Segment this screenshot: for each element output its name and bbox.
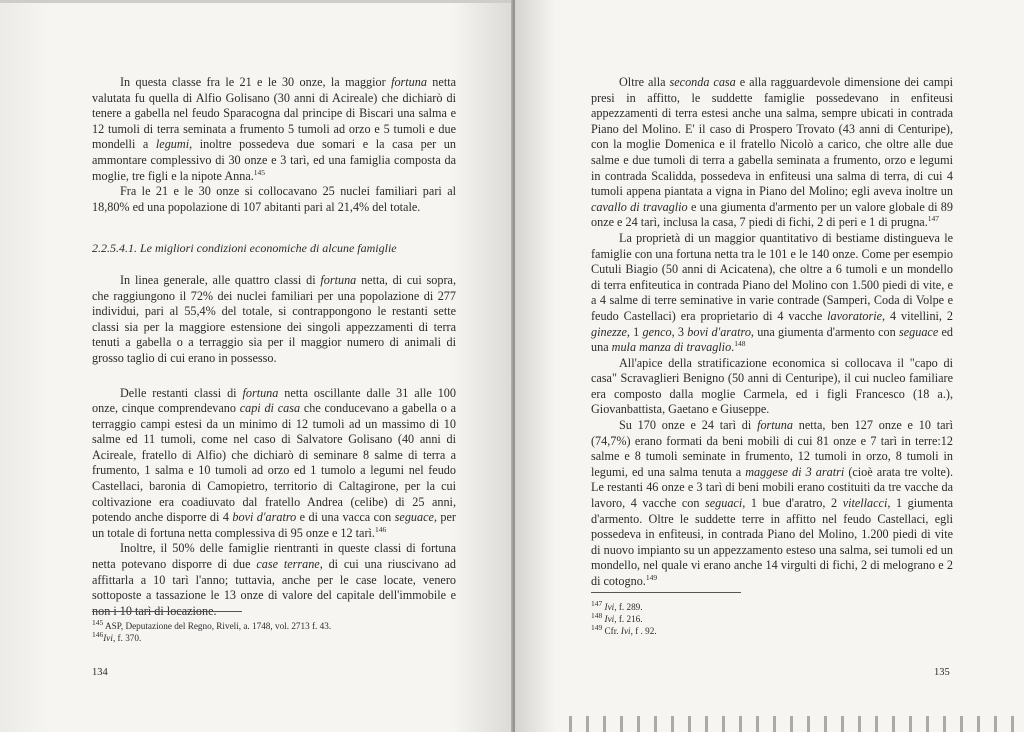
- paragraph: [92, 273, 456, 367]
- footnote-ref: 148: [734, 339, 746, 349]
- text-run: ed una: [591, 324, 954, 355]
- text-run: In questa classe fra le 21 e le 30 onze, la maggior: [120, 75, 392, 89]
- italic-text: capi di casa: [239, 401, 301, 416]
- right-page: [515, 0, 1024, 732]
- italic-text: seguace: [394, 510, 434, 525]
- right-footnotes: [591, 592, 891, 637]
- italic-text: mula manza di travaglio: [611, 340, 732, 355]
- italic-text: seconda casa: [669, 75, 736, 89]
- text-run: e una giumenta d'armento per un valore globale di 89 onze e 24 tarì, inclusa la casa, 7 piedi di fichi, 2 di peri e 1 di prugna.: [591, 199, 953, 230]
- italic-text: Ivi: [604, 602, 615, 612]
- footnote: [591, 598, 891, 613]
- footnote-ref: 145: [92, 617, 104, 627]
- text-run: , 1 bue d'aratro, 2: [742, 496, 843, 511]
- paragraph: [92, 386, 456, 542]
- text-run: In linea generale, alle quattro classi di: [120, 272, 321, 287]
- text-run: , f . 92.: [630, 626, 657, 636]
- italic-text: cavallo di travaglio: [591, 199, 688, 214]
- text-run: Su 170 onze e 24 tarì di: [619, 418, 758, 433]
- page-edge-marks: [555, 716, 1024, 732]
- italic-text: legumi: [155, 137, 190, 152]
- footnote: [591, 610, 891, 625]
- text-run: Inoltre, il 50% delle famiglie rientranti in queste classi di fortuna netta potevano disporre di due: [92, 541, 456, 572]
- paragraph: [92, 75, 456, 184]
- paragraph: [591, 418, 953, 590]
- text-run: netta, ben 127 onze e 10 tarì (74,7%) erano formati da beni mobili di cui 81 onze e 7 tarì in terre:12 salme e 8 tumoli seminate in frumento, 12 tumoli in orzo, 8 tumoli in legumi, ed una salma tenuta a: [591, 418, 953, 479]
- italic-text: fortuna: [391, 75, 427, 89]
- right-page-body: [591, 75, 953, 590]
- text-run: .: [731, 340, 735, 355]
- left-page-number: 134: [92, 667, 108, 678]
- text-run: , per un totale di fortuna netta complessiva di 95 onze e 12 tarì.: [92, 510, 456, 540]
- text-run: netta, di cui sopra, che raggiungono il 72% dei nuclei familiari per una popolazione di 277 individui, pari al 55,4% del totale, si contrappongono le restanti sette classi sia per la maggiore estensione dei singoli appezzamenti di terra tenuti a gabella o a terraggio sia per il maggior numero di animali di grosso taglio di cui erano in possesso.: [92, 272, 457, 365]
- footnote-ref: 147: [591, 598, 603, 608]
- footnote-ref: 149: [591, 622, 603, 632]
- text-run: netta valutata fu quella di Alfio Golisano (30 anni di Acireale) che dichiarò di tenere a gabella nel feudo Sparacogna dal principe di Biscari una salma e 12 tumoli di terra seminata a frumento 5 tumoli ad orzo e 5 tumoli e due mondelli a: [92, 75, 456, 152]
- italic-text: case terrane,: [256, 557, 323, 572]
- paragraph: [92, 184, 456, 215]
- italic-text: fortuna: [757, 418, 793, 433]
- left-page-body: [92, 75, 456, 619]
- text-run: La proprietà di un maggior quantitativo di bestiame distingueva le famiglie con una fortuna netta tra le 101 e le 140 onze. Come per esempio Cutuli Biagio (50 anni di Acicatena), che oltre a 6 tumoli e un mondello di terra enfiteutica in contrada Piano del Molino con 1.500 piedi di vite, e a 4 salme di terre seminative in varie contrade (Samperi, Coda di Volpe e feudo Castellaci) era proprietario di 4 vacche: [591, 230, 953, 323]
- footnote-ref: 147: [927, 214, 939, 224]
- text-run: , una giumenta d'armento con: [750, 324, 899, 339]
- text-run: Oltre alla: [619, 75, 670, 89]
- text-run: ASP, Deputazione del Regno, Riveli, a. 1748, vol. 2713 f. 43.: [103, 621, 332, 631]
- text-run: , f. 289.: [614, 602, 643, 612]
- right-page-number: 135: [934, 667, 950, 678]
- left-paragraphs-after-heading: [92, 273, 456, 619]
- paragraph: [591, 356, 953, 418]
- right-footnote-list: [591, 598, 891, 637]
- right-paragraphs: [591, 75, 953, 590]
- text-run: , 1 giumenta d'armento. Oltre le suddette terre in affitto nel feudo Castellaci, egli possedeva in enfiteusi, in contrada Piano del Molino, 1.200 piedi di vite di nuovo impianto su un appezzamento esteso una salma, sei tumoli ed un mondello, nel quale vi erano anche 14 virgulti di fichi, 2 di melograno e 2 di cotogno.: [591, 496, 953, 588]
- paragraph: [92, 541, 456, 619]
- footnote-ref: 148: [591, 610, 603, 620]
- italic-text: bovi d'aratro: [232, 510, 297, 525]
- italic-text: ginezze: [591, 324, 627, 339]
- text-run: che conducevano a gabella o a terraggio campi estesi da un minimo di 12 tumoli ad un massimo di 10 salme ed 11 tumoli, come nel caso di Salvatore Golisano (40 anni di Acireale, fratello di Alfio) che dichiarò di seminare 8 salme di terra a frumento, 1 salma e 10 tumoli ad orzo ed 1 tumolo a legumi nel feudo Castellaci, baronia di Camopietro, territorio di Caltagirone, per la cui coltivazione era coadiuvato dal fratello Andrea (celibe) di 25 anni, potendo anche disporre di 4: [92, 401, 457, 525]
- footnote: [92, 617, 392, 632]
- italic-text: maggese di 3 aratri: [745, 464, 845, 479]
- footnote: [591, 622, 891, 637]
- text-run: Delle restanti classi di: [120, 385, 243, 400]
- footnote-ref: 145: [253, 167, 266, 177]
- text-run: , f. 370.: [112, 633, 142, 643]
- italic-text: seguace: [898, 324, 939, 339]
- left-paragraphs: [92, 75, 456, 215]
- footnote-ref: 149: [645, 572, 658, 582]
- text-run: Fra le 21 e le 30 onze si collocavano 25 nuclei familiari pari al 18,80% ed una popolazione di 107 abitanti pari al 21,4% del totale.: [92, 184, 456, 214]
- footnote-ref: 146: [374, 524, 387, 534]
- text-run: All'apice della stratificazione economica si collocava il "capo di casa" Scravaglieri Benigno (50 anni di Centuripe), il cui nucleo familiare era composto dalla moglie Carmela, ed i figli Francesco (18 a.), Giovanbattista, Gaetano e Giuseppe.: [591, 355, 953, 417]
- footnote: [92, 629, 392, 644]
- italic-text: genco: [642, 324, 672, 339]
- text-run: , 1: [626, 324, 643, 339]
- text-run: Cfr.: [602, 626, 621, 636]
- italic-text: Ivi: [620, 626, 631, 636]
- italic-text: fortuna: [242, 385, 279, 400]
- text-run: , f. 216.: [614, 614, 643, 624]
- italic-text: lavoratorie: [827, 308, 883, 323]
- text-run: , 4 vitellini, 2: [882, 308, 953, 323]
- footnote-ref: 146: [92, 629, 104, 639]
- paragraph: [591, 231, 953, 356]
- italic-text: bovi d'aratro: [687, 324, 751, 339]
- italic-text: Ivi: [103, 633, 113, 643]
- text-run: , 3: [671, 324, 688, 339]
- section-heading: 2.2.5.4.1. Le migliori condizioni economiche di alcune famiglie: [92, 241, 397, 256]
- footnote-rule: [591, 592, 741, 593]
- page-edge: [0, 0, 513, 3]
- text-run: e alla ragguardevole dimensione dei campi presi in affitto, le suddette famiglie possedevano in enfiteusi appezzamenti di terra estesi anche una salma, sempre ubicati in contrada Piano del Molino. E' il caso di Prospero Trovato (43 anni di Centuripe), con la moglie Domenica e il fratello Nicolò a carico, che oltre alle due salme e due tumoli di terra a gabella seminata a frumento, orzo e legumi in contrada Scalidda, possedeva in enfiteusi una salma di terra, di cui 4 tumoli appena piantata a vigna in Piano del Molino; egli aveva inoltre un: [591, 75, 954, 199]
- footnote-rule: [92, 611, 242, 612]
- italic-text: seguaci: [705, 496, 743, 511]
- text-run: , inoltre possedeva due somari e la casa per un ammontare complessivo di 30 onze e 3 tarì, ed una famiglia composta da moglie, tre figli e la nipote Anna.: [92, 137, 456, 183]
- left-footnote-list: [92, 617, 392, 644]
- italic-text: vitellacci: [842, 496, 888, 511]
- text-run: e di una vacca con: [296, 510, 395, 525]
- text-run: netta oscillante dalle 31 alle 100 onze, cinque comprendevano: [92, 385, 456, 416]
- text-run: di cui una riuscivano ad affittarla a 10 tarì l'anno; tuttavia, anche per le case locate, venero sottoposte a tassazione le 13 onze di valore del capitale dell'immobile e non i 10 tarì di locazione.: [92, 557, 456, 618]
- left-footnotes: [92, 611, 392, 644]
- text-run: (cioè arata tre volte). Le restanti 46 onze e 3 tarì di beni mobili erano costituiti da tre vacche da lavoro, 4 vacche con: [591, 464, 953, 511]
- italic-text: fortuna: [320, 272, 357, 287]
- italic-text: Ivi: [604, 614, 615, 624]
- paragraph: [591, 75, 953, 231]
